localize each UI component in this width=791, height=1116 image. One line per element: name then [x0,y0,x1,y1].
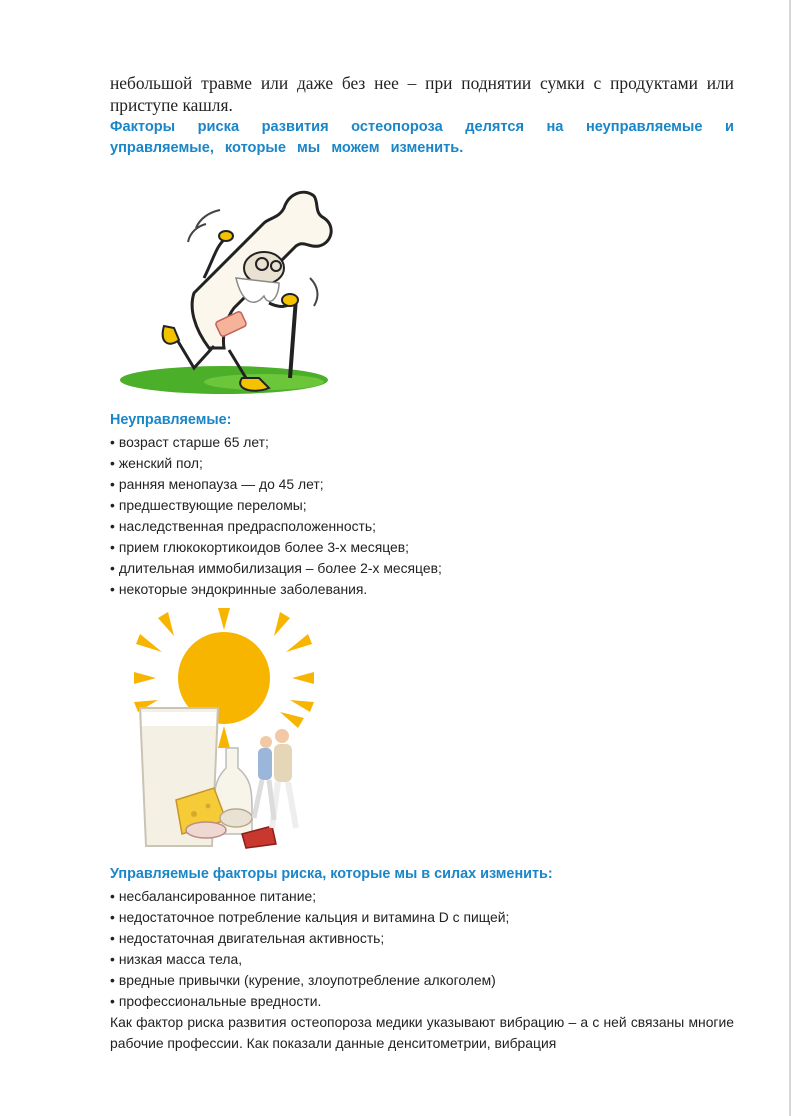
list-item-text: несбалансированное питание; [118,888,317,904]
vibration-paragraph: Как фактор риска развития остеопороза медики указывают вибрацию – а с ней связаны многие рабочие профессии. Как показали данные денситометрии, вибрация [110,1014,734,1051]
list-item [110,516,734,537]
bullet: • [110,434,115,450]
list-item [110,579,734,600]
list-item [110,495,734,516]
bone-old-man-drawing [114,168,344,404]
list-item-text: предшествующие переломы; [118,497,307,513]
list-item [110,907,734,928]
bullet: • [110,930,115,946]
uncontrolled-factors-title: Неуправляемые: [110,412,232,428]
bullet: • [110,455,115,471]
bullet: • [110,993,115,1009]
list-item [110,432,734,453]
list-item [110,537,734,558]
bone-old-man-illustration [114,168,344,404]
list-item-text: некоторые эндокринные заболевания. [118,581,368,597]
list-item [110,474,734,495]
uncontrolled-factors-list [110,432,734,600]
list-item-text: недостаточное потребление кальция и витамина D с пищей; [118,909,510,925]
controlled-factors-title: Управляемые факторы риска, которые мы в силах изменить: [110,866,553,882]
bullet: • [110,518,115,534]
bullet: • [110,560,115,576]
list-item [110,949,734,970]
bullet: • [110,888,115,904]
list-item-text: вредные привычки (курение, злоупотребление алкоголем) [118,972,496,988]
list-item [110,558,734,579]
list-item [110,928,734,949]
list-item [110,991,734,1012]
bullet: • [110,909,115,925]
list-item-text: низкая масса тела, [118,951,243,967]
list-item-text: длительная иммобилизация – более 2-х месяцев; [118,560,442,576]
sun-dairy-illustration [114,608,344,858]
list-item-text: ранняя менопауза — до 45 лет; [118,476,324,492]
controlled-factors-list [110,886,734,1012]
document-body [110,72,734,1054]
list-item [110,453,734,474]
bullet: • [110,497,115,513]
bullet: • [110,539,115,555]
list-item-text: наследственная предрасположенность; [118,518,376,534]
list-item-text: прием глюкокортикоидов более 3-х месяцев; [118,539,409,555]
bullet: • [110,581,115,597]
bullet: • [110,951,115,967]
bullet: • [110,972,115,988]
list-item-text: женский пол; [118,455,203,471]
risk-factors-heading: Факторы риска развития остеопороза делятся на неуправляемые и управляемые, которые мы можем изменить. [110,119,734,156]
intro-paragraph: небольшой травме или даже без нее – при поднятии сумки с продуктами или приступе кашля. [110,73,734,115]
list-item-text: профессиональные вредности. [118,993,322,1009]
list-item [110,886,734,907]
sun-dairy-drawing [114,608,344,858]
list-item [110,970,734,991]
list-item-text: недостаточная двигательная активность; [118,930,385,946]
walking-couple-icon [254,729,296,828]
bullet: • [110,476,115,492]
list-item-text: возраст старше 65 лет; [118,434,269,450]
